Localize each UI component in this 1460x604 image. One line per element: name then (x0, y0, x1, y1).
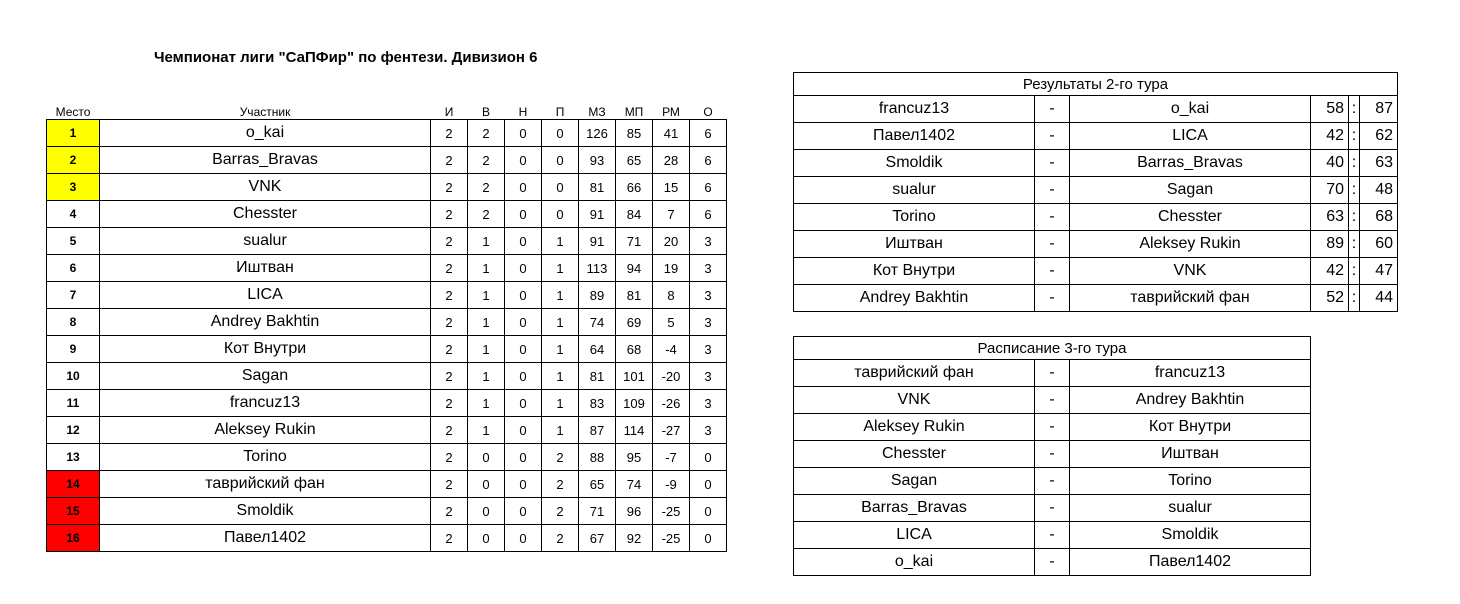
stat-cell: 89 (579, 282, 616, 309)
stat-cell: 0 (505, 282, 542, 309)
stat-cell: 2 (542, 498, 579, 525)
standings-row (47, 282, 727, 309)
standings-row (47, 147, 727, 174)
place-cell: 11 (47, 390, 100, 417)
away-score: 62 (1360, 123, 1398, 150)
place-cell: 12 (47, 417, 100, 444)
stat-cell: 0 (505, 498, 542, 525)
stat-cell: -27 (653, 417, 690, 444)
schedule-row (794, 468, 1311, 495)
stat-cell: 1 (468, 282, 505, 309)
away-team: sualur (1070, 495, 1311, 522)
column-header: И (444, 105, 454, 119)
home-score: 42 (1311, 123, 1349, 150)
away-score: 44 (1360, 285, 1398, 312)
stat-cell: 101 (616, 363, 653, 390)
stat-cell: 87 (579, 417, 616, 444)
stat-cell: 8 (653, 282, 690, 309)
column-header: П (555, 105, 565, 119)
stat-cell: 6 (690, 201, 727, 228)
stat-cell: 0 (505, 201, 542, 228)
schedule-row (794, 414, 1311, 441)
schedule-row (794, 495, 1311, 522)
stat-cell: 65 (579, 471, 616, 498)
place-cell: 1 (47, 120, 100, 147)
page-title: Чемпионат лиги "СаПФир" по фентези. Дивизион 6 (154, 49, 538, 66)
result-row (794, 123, 1398, 150)
stat-cell: 0 (542, 174, 579, 201)
standings-row (47, 498, 727, 525)
results-caption: Результаты 2-го тура (794, 73, 1398, 96)
away-score: 68 (1360, 204, 1398, 231)
home-team: Barras_Bravas (794, 495, 1035, 522)
participant-cell: Иштван (100, 255, 431, 282)
score-colon: : (1349, 258, 1360, 285)
stat-cell: 0 (505, 174, 542, 201)
standings-row (47, 174, 727, 201)
standings-row (47, 417, 727, 444)
home-score: 63 (1311, 204, 1349, 231)
standings-row (47, 363, 727, 390)
stat-cell: 2 (431, 201, 468, 228)
score-colon: : (1349, 150, 1360, 177)
away-team: Sagan (1070, 177, 1311, 204)
separator: - (1035, 441, 1070, 468)
stat-cell: 2 (431, 282, 468, 309)
stat-cell: 0 (505, 309, 542, 336)
score-colon: : (1349, 231, 1360, 258)
home-score: 89 (1311, 231, 1349, 258)
stat-cell: 3 (690, 336, 727, 363)
home-team: Andrey Bakhtin (794, 285, 1035, 312)
home-team: Chesster (794, 441, 1035, 468)
score-colon: : (1349, 285, 1360, 312)
separator: - (1035, 96, 1070, 123)
stat-cell: 2 (468, 174, 505, 201)
participant-cell: Chesster (100, 201, 431, 228)
column-header: В (481, 105, 490, 119)
place-cell: 13 (47, 444, 100, 471)
score-colon: : (1349, 123, 1360, 150)
stat-cell: 1 (468, 255, 505, 282)
stat-cell: 126 (579, 120, 616, 147)
stat-cell: 0 (468, 525, 505, 552)
separator: - (1035, 549, 1070, 576)
stat-cell: 2 (431, 174, 468, 201)
participant-cell: sualur (100, 228, 431, 255)
stat-cell: 0 (505, 471, 542, 498)
stat-cell: 6 (690, 174, 727, 201)
stat-cell: -25 (653, 498, 690, 525)
separator: - (1035, 258, 1070, 285)
stat-cell: 0 (505, 255, 542, 282)
stat-cell: 2 (431, 336, 468, 363)
stat-cell: 83 (579, 390, 616, 417)
stat-cell: 28 (653, 147, 690, 174)
place-cell: 14 (47, 471, 100, 498)
standings-header-row (47, 99, 727, 120)
stat-cell: -7 (653, 444, 690, 471)
stat-cell: 0 (690, 498, 727, 525)
home-score: 70 (1311, 177, 1349, 204)
stat-cell: 3 (690, 255, 727, 282)
stat-cell: 3 (690, 228, 727, 255)
participant-cell: Smoldik (100, 498, 431, 525)
stat-cell: 67 (579, 525, 616, 552)
stat-cell: 1 (542, 309, 579, 336)
stat-cell: 84 (616, 201, 653, 228)
stat-cell: 1 (542, 255, 579, 282)
stat-cell: 3 (690, 417, 727, 444)
stat-cell: 74 (616, 471, 653, 498)
standings-row (47, 120, 727, 147)
standings-row (47, 525, 727, 552)
place-cell: 7 (47, 282, 100, 309)
participant-cell: Кот Внутри (100, 336, 431, 363)
stat-cell: 0 (690, 471, 727, 498)
separator: - (1035, 360, 1070, 387)
away-score: 87 (1360, 96, 1398, 123)
standings-row (47, 444, 727, 471)
separator: - (1035, 468, 1070, 495)
place-cell: 8 (47, 309, 100, 336)
away-team: VNK (1070, 258, 1311, 285)
result-row (794, 177, 1398, 204)
column-header: МП (624, 105, 644, 119)
standings-row (47, 201, 727, 228)
result-row (794, 285, 1398, 312)
stat-cell: 1 (542, 228, 579, 255)
stat-cell: 20 (653, 228, 690, 255)
stat-cell: 0 (505, 390, 542, 417)
home-team: Sagan (794, 468, 1035, 495)
participant-cell: Andrey Bakhtin (100, 309, 431, 336)
participant-cell: таврийский фан (100, 471, 431, 498)
schedule-row (794, 522, 1311, 549)
stat-cell: 1 (542, 390, 579, 417)
stat-cell: 81 (579, 363, 616, 390)
column-header: Место (55, 105, 91, 119)
place-cell: 16 (47, 525, 100, 552)
stat-cell: 2 (431, 471, 468, 498)
separator: - (1035, 522, 1070, 549)
participant-cell: Sagan (100, 363, 431, 390)
away-team: Chesster (1070, 204, 1311, 231)
away-team: Barras_Bravas (1070, 150, 1311, 177)
schedule-row (794, 387, 1311, 414)
place-cell: 15 (47, 498, 100, 525)
stat-cell: 0 (542, 201, 579, 228)
home-team: Кот Внутри (794, 258, 1035, 285)
stat-cell: 65 (616, 147, 653, 174)
stat-cell: 3 (690, 390, 727, 417)
stat-cell: 91 (579, 228, 616, 255)
schedule-row (794, 549, 1311, 576)
stat-cell: -4 (653, 336, 690, 363)
stat-cell: 1 (468, 363, 505, 390)
standings-row (47, 336, 727, 363)
participant-cell: Barras_Bravas (100, 147, 431, 174)
stat-cell: 96 (616, 498, 653, 525)
schedule-table (793, 336, 1311, 576)
separator: - (1035, 150, 1070, 177)
stat-cell: 2 (431, 444, 468, 471)
result-row (794, 150, 1398, 177)
stat-cell: 2 (431, 363, 468, 390)
stat-cell: 0 (505, 336, 542, 363)
away-team: francuz13 (1070, 360, 1311, 387)
column-header: Участник (239, 105, 291, 119)
away-team: LICA (1070, 123, 1311, 150)
stat-cell: 69 (616, 309, 653, 336)
home-team: Иштван (794, 231, 1035, 258)
stat-cell: 0 (505, 417, 542, 444)
stat-cell: 1 (468, 390, 505, 417)
stat-cell: 3 (690, 309, 727, 336)
home-team: таврийский фан (794, 360, 1035, 387)
stat-cell: 2 (542, 444, 579, 471)
result-row (794, 204, 1398, 231)
place-cell: 10 (47, 363, 100, 390)
stat-cell: 3 (690, 282, 727, 309)
away-team: o_kai (1070, 96, 1311, 123)
stat-cell: 0 (468, 498, 505, 525)
stat-cell: 3 (690, 363, 727, 390)
stat-cell: 92 (616, 525, 653, 552)
stat-cell: 94 (616, 255, 653, 282)
stat-cell: 71 (616, 228, 653, 255)
stat-cell: 2 (468, 147, 505, 174)
away-team: Torino (1070, 468, 1311, 495)
result-row (794, 231, 1398, 258)
stat-cell: -20 (653, 363, 690, 390)
stat-cell: 0 (468, 471, 505, 498)
stat-cell: 0 (468, 444, 505, 471)
stat-cell: 81 (616, 282, 653, 309)
away-team: Иштван (1070, 441, 1311, 468)
stat-cell: -9 (653, 471, 690, 498)
result-row (794, 258, 1398, 285)
stat-cell: 85 (616, 120, 653, 147)
schedule-row (794, 360, 1311, 387)
stat-cell: 1 (468, 309, 505, 336)
stat-cell: 0 (542, 147, 579, 174)
place-cell: 9 (47, 336, 100, 363)
stat-cell: 0 (505, 525, 542, 552)
place-cell: 2 (47, 147, 100, 174)
separator: - (1035, 177, 1070, 204)
stat-cell: 2 (431, 228, 468, 255)
stat-cell: 88 (579, 444, 616, 471)
standings-table (46, 99, 727, 552)
away-score: 63 (1360, 150, 1398, 177)
standings-row (47, 255, 727, 282)
column-header: МЗ (588, 105, 606, 119)
stat-cell: -26 (653, 390, 690, 417)
stat-cell: 0 (690, 525, 727, 552)
away-team: Aleksey Rukin (1070, 231, 1311, 258)
column-header: Н (518, 105, 528, 119)
stat-cell: 5 (653, 309, 690, 336)
stat-cell: 2 (431, 390, 468, 417)
standings-row (47, 471, 727, 498)
schedule-row (794, 441, 1311, 468)
stat-cell: 2 (431, 309, 468, 336)
stat-cell: 2 (468, 120, 505, 147)
stat-cell: 68 (616, 336, 653, 363)
separator: - (1035, 123, 1070, 150)
stat-cell: 2 (468, 201, 505, 228)
stat-cell: 95 (616, 444, 653, 471)
stat-cell: 2 (431, 525, 468, 552)
participant-cell: o_kai (100, 120, 431, 147)
stat-cell: 64 (579, 336, 616, 363)
place-cell: 6 (47, 255, 100, 282)
schedule-caption: Расписание 3-го тура (794, 337, 1311, 360)
stat-cell: 1 (468, 228, 505, 255)
away-score: 48 (1360, 177, 1398, 204)
stat-cell: 1 (468, 417, 505, 444)
stat-cell: 114 (616, 417, 653, 444)
away-team: таврийский фан (1070, 285, 1311, 312)
results-table (793, 72, 1398, 312)
stat-cell: 0 (505, 363, 542, 390)
stat-cell: 1 (542, 282, 579, 309)
stat-cell: 66 (616, 174, 653, 201)
stat-cell: -25 (653, 525, 690, 552)
home-score: 52 (1311, 285, 1349, 312)
stat-cell: 0 (505, 228, 542, 255)
column-header: РМ (662, 105, 680, 119)
separator: - (1035, 204, 1070, 231)
stat-cell: 2 (542, 471, 579, 498)
home-score: 40 (1311, 150, 1349, 177)
participant-cell: Павел1402 (100, 525, 431, 552)
home-team: Павел1402 (794, 123, 1035, 150)
participant-cell: francuz13 (100, 390, 431, 417)
away-score: 47 (1360, 258, 1398, 285)
score-colon: : (1349, 177, 1360, 204)
home-team: VNK (794, 387, 1035, 414)
participant-cell: LICA (100, 282, 431, 309)
stat-cell: 1 (542, 336, 579, 363)
home-team: Aleksey Rukin (794, 414, 1035, 441)
away-team: Кот Внутри (1070, 414, 1311, 441)
separator: - (1035, 387, 1070, 414)
standings-row (47, 309, 727, 336)
stat-cell: 109 (616, 390, 653, 417)
result-row (794, 96, 1398, 123)
stat-cell: 6 (690, 147, 727, 174)
stat-cell: 74 (579, 309, 616, 336)
participant-cell: Aleksey Rukin (100, 417, 431, 444)
stat-cell: 1 (542, 363, 579, 390)
home-team: sualur (794, 177, 1035, 204)
home-team: Torino (794, 204, 1035, 231)
home-score: 58 (1311, 96, 1349, 123)
home-score: 42 (1311, 258, 1349, 285)
away-team: Smoldik (1070, 522, 1311, 549)
home-team: francuz13 (794, 96, 1035, 123)
away-score: 60 (1360, 231, 1398, 258)
stat-cell: 1 (542, 417, 579, 444)
participant-cell: Torino (100, 444, 431, 471)
home-team: o_kai (794, 549, 1035, 576)
stat-cell: 93 (579, 147, 616, 174)
place-cell: 3 (47, 174, 100, 201)
stat-cell: 15 (653, 174, 690, 201)
separator: - (1035, 495, 1070, 522)
home-team: LICA (794, 522, 1035, 549)
score-colon: : (1349, 204, 1360, 231)
stat-cell: 0 (505, 444, 542, 471)
stat-cell: 2 (542, 525, 579, 552)
stat-cell: 0 (690, 444, 727, 471)
stat-cell: 41 (653, 120, 690, 147)
separator: - (1035, 285, 1070, 312)
stat-cell: 2 (431, 498, 468, 525)
stat-cell: 1 (468, 336, 505, 363)
stat-cell: 0 (505, 147, 542, 174)
away-team: Andrey Bakhtin (1070, 387, 1311, 414)
place-cell: 5 (47, 228, 100, 255)
standings-row (47, 228, 727, 255)
away-team: Павел1402 (1070, 549, 1311, 576)
stat-cell: 7 (653, 201, 690, 228)
score-colon: : (1349, 96, 1360, 123)
stat-cell: 81 (579, 174, 616, 201)
separator: - (1035, 231, 1070, 258)
stat-cell: 113 (579, 255, 616, 282)
stat-cell: 0 (505, 120, 542, 147)
stat-cell: 91 (579, 201, 616, 228)
stat-cell: 71 (579, 498, 616, 525)
stat-cell: 2 (431, 417, 468, 444)
participant-cell: VNK (100, 174, 431, 201)
column-header: О (703, 105, 713, 119)
home-team: Smoldik (794, 150, 1035, 177)
stat-cell: 2 (431, 255, 468, 282)
stat-cell: 19 (653, 255, 690, 282)
stat-cell: 0 (542, 120, 579, 147)
standings-row (47, 390, 727, 417)
place-cell: 4 (47, 201, 100, 228)
stat-cell: 2 (431, 120, 468, 147)
separator: - (1035, 414, 1070, 441)
stat-cell: 6 (690, 120, 727, 147)
stat-cell: 2 (431, 147, 468, 174)
